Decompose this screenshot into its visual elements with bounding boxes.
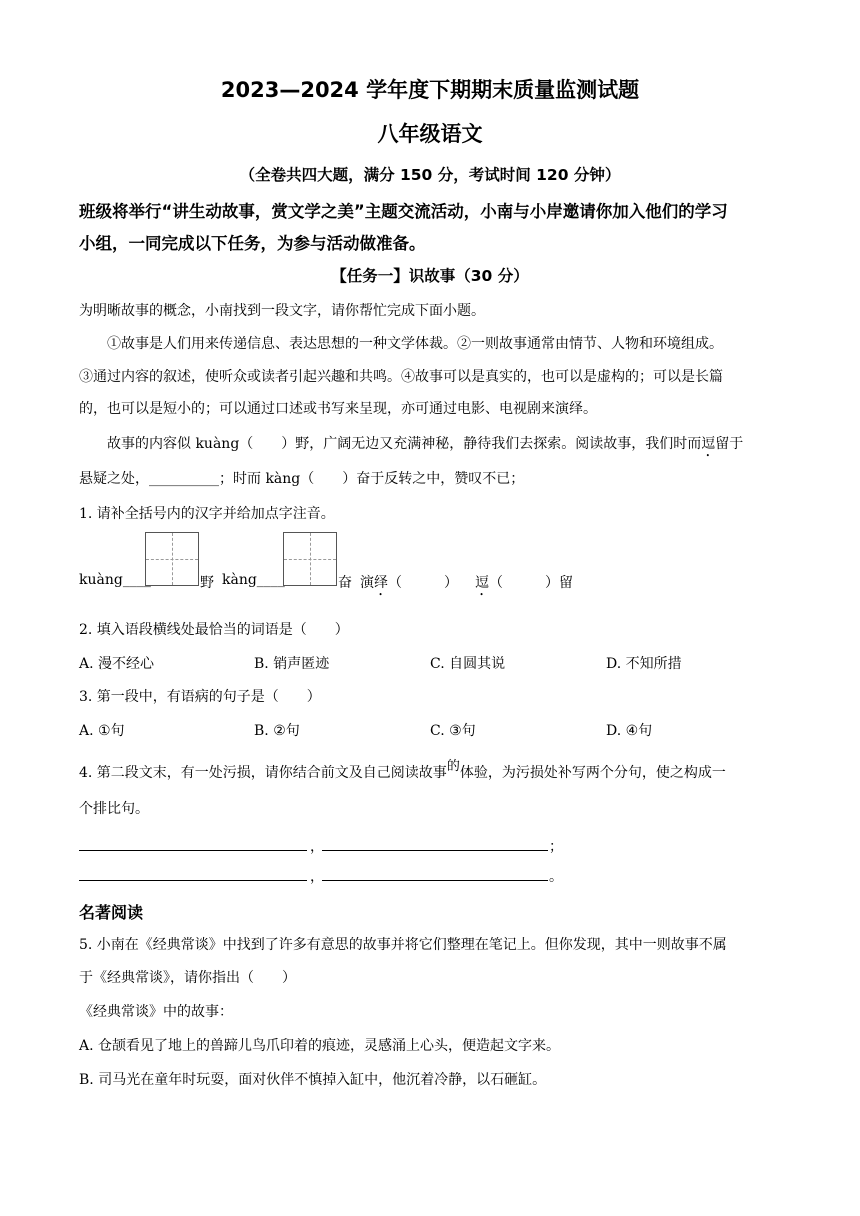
q5-label: 《经典常谈》中的故事： (79, 1004, 233, 1020)
pinyin-kuang: kuàng____ (79, 572, 151, 588)
section-heading-classics: 名著阅读 (79, 903, 144, 922)
answer-line-1a[interactable] (79, 850, 307, 851)
exam-note: （全卷共四大题，满分 150 分，考试时间 120 分钟） (239, 166, 621, 184)
q2-option-b[interactable]: B. 销声匿迹 (254, 656, 330, 672)
passage-para1-line2: ③通过内容的叙述，使听众或读者引起兴趣和共鸣。④故事可以是真实的，也可以是虚构的；可以是长篇 (79, 369, 723, 385)
char-box-kang[interactable] (283, 532, 337, 586)
task1-heading: 【任务一】识故事（30 分） (331, 267, 529, 285)
q3-option-a[interactable]: A. ①句 (79, 723, 125, 739)
word-yanyi (360, 572, 458, 599)
answer-line-1b[interactable] (322, 850, 548, 851)
answer-end-2: 。 (549, 869, 563, 885)
q4-char-de: 的 (446, 759, 460, 774)
answer-line-2b[interactable] (322, 880, 548, 881)
question-4-line2: 个排比句。 (79, 801, 149, 817)
passage-para1-line3: 的，也可以是短小的；可以通过口述或书写来呈现，亦可通过电影、电视剧来演绎。 (79, 401, 597, 417)
answer-line-2a[interactable] (79, 880, 307, 881)
q5-option-b[interactable]: B. 司马光在童年时玩耍，面对伙伴不慎掉入缸中，他沉着冷静，以石砸缸。 (79, 1072, 547, 1088)
answer-end-1: ； (549, 839, 563, 855)
q3-option-d[interactable]: D. ④句 (606, 723, 653, 739)
char-ye: 野 (200, 575, 214, 591)
task1-instruction: 为明晰故事的概念，小南找到一段文字，请你帮忙完成下面小题。 (79, 303, 485, 319)
pinyin-blank-dou: （ ） (489, 575, 559, 591)
answer-sep-1: ， (310, 839, 324, 855)
passage-para2-line2 (79, 468, 524, 488)
word-douliu (475, 572, 573, 599)
q5-option-a[interactable]: A. 仓颉看见了地上的兽蹄儿鸟爪印着的痕迹，灵感涌上心头，便造起文字来。 (79, 1038, 561, 1054)
para2-blank: __________ (149, 471, 219, 487)
char-yan: 演 (360, 575, 374, 591)
q2-option-c[interactable]: C. 自圆其说 (430, 656, 506, 672)
answer-sep-2: ， (310, 869, 324, 885)
question-3: 3. 第一段中，有语病的句子是（ ） (79, 689, 321, 705)
q4-text-end: 体验，为污损处补写两个分句，使之构成一 (459, 765, 726, 781)
para2-line1-end: 留于 (715, 436, 744, 452)
passage-para2-line1 (107, 433, 743, 460)
pinyin-kang: kàng____ (222, 572, 285, 588)
q3-option-b[interactable]: B. ②句 (254, 723, 300, 739)
para2-line1-start: 故事的内容似 kuàng（ ）野，广阔无边又充满神秘，静待我们去探索。阅读故事，我们时而 (107, 436, 702, 452)
question-4-line1 (79, 759, 726, 782)
dotted-char-dou: 逗 (701, 436, 716, 452)
dotted-char-dou-q1: 逗 (475, 575, 489, 591)
exam-subtitle: 八年级语文 (377, 122, 483, 146)
question-2: 2. 填入语段横线处最恰当的词语是（ ） (79, 622, 349, 638)
q2-option-d[interactable]: D. 不知所措 (606, 656, 682, 672)
question-1: 1. 请补全括号内的汉字并给加点字注音。 (79, 506, 335, 522)
q4-text-start: 4. 第二段文末，有一处污损，请你结合前文及自己阅读故事 (79, 765, 447, 781)
passage-para1-line1: ①故事是人们用来传递信息、表达思想的一种文学体裁。②一则故事通常由情节、人物和环境组成。 (107, 336, 723, 352)
intro-line-2: 小组，一同完成以下任务，为参与活动做准备。 (79, 234, 426, 253)
para2-line2-end: ；时而 kàng（ ）奋于反转之中，赞叹不已； (219, 471, 525, 487)
question-5-line1: 5. 小南在《经典常谈》中找到了许多有意思的故事并将它们整理在笔记上。但你发现，其中一则故事不属 (79, 937, 727, 953)
dotted-char-yi: 绎 (374, 575, 388, 591)
pinyin-blank-yi: （ ） (388, 575, 458, 591)
exam-title: 2023—2024 学年度下期期末质量监测试题 (220, 78, 640, 102)
intro-line-1: 班级将举行“讲生动故事，赏文学之美”主题交流活动，小南与小岸邀请你加入他们的学习 (79, 202, 728, 221)
char-box-kuang[interactable] (145, 532, 199, 586)
q3-option-c[interactable]: C. ③句 (430, 723, 476, 739)
char-liu: 留 (559, 575, 573, 591)
char-fen: 奋 (338, 575, 352, 591)
q2-option-a[interactable]: A. 漫不经心 (79, 656, 155, 672)
question-5-line2: 于《经典常谈》，请你指出（ ） (79, 970, 296, 986)
para2-line2-start: 悬疑之处， (79, 471, 149, 487)
